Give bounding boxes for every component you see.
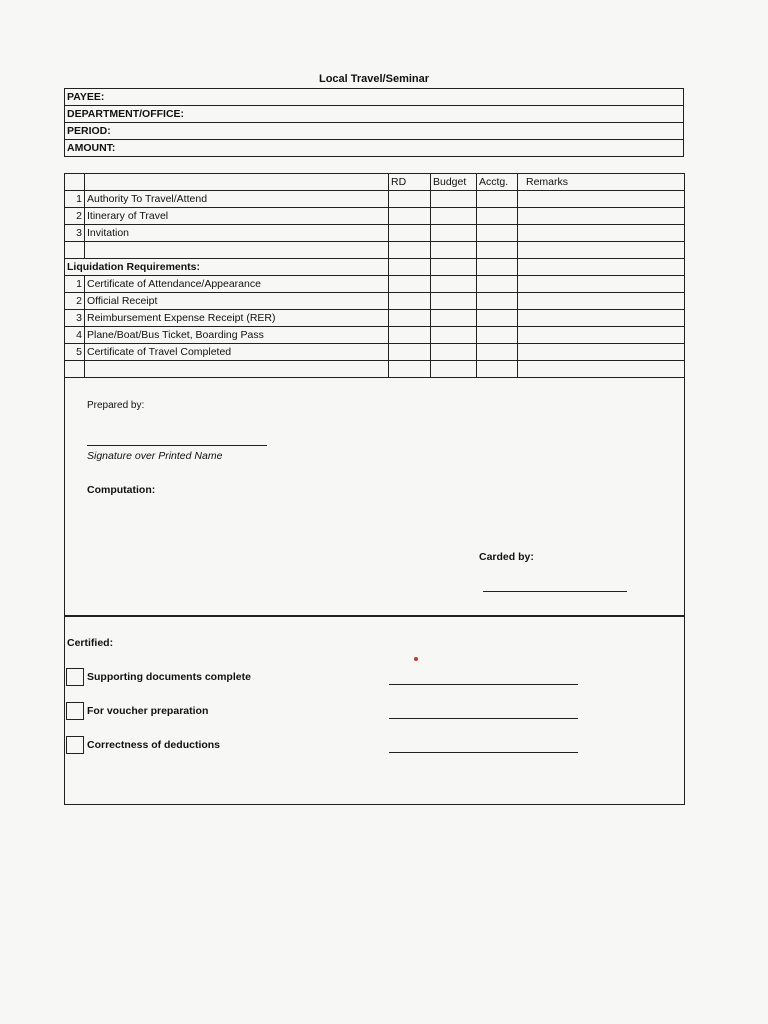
row-number: 2 [65,208,85,225]
voucher-preparation-signature-line[interactable] [389,718,578,719]
computation-label: Computation: [87,484,156,496]
correctness-deductions-label: Correctness of deductions [87,739,221,751]
info-row-department [65,106,684,123]
info-row-amount [65,140,684,157]
requirements-table [64,173,685,378]
liquidation-label: Official Receipt [85,293,389,310]
liquidation-title: Liquidation Requirements: [65,259,389,276]
certified-label: Certified: [67,637,114,649]
form-title: Local Travel/Seminar [318,73,430,85]
info-row-period [65,123,684,140]
carded-by-signature-line[interactable] [483,591,627,592]
col-acctg: Acctg. [477,174,518,191]
table-row-blank [65,361,685,378]
ink-mark [414,657,418,661]
table-row [65,276,685,293]
voucher-preparation-label: For voucher preparation [87,705,209,717]
correctness-deductions-signature-line[interactable] [389,752,578,753]
header-row [65,174,685,191]
row-number: 1 [65,276,85,293]
payee-info-table [64,88,684,157]
row-number: 3 [65,225,85,242]
prepared-signature-line[interactable] [87,445,267,446]
signature-caption: Signature over Printed Name [87,450,223,462]
table-row [65,310,685,327]
department-label: DEPARTMENT/OFFICE: [65,106,684,123]
period-label: PERIOD: [65,123,684,140]
prepared-by-label: Prepared by: [87,400,145,411]
table-row-blank [65,242,685,259]
col-rd: RD [389,174,431,191]
amount-label: AMOUNT: [65,140,684,157]
supporting-documents-label: Supporting documents complete [87,671,251,683]
table-row [65,225,685,242]
voucher-preparation-checkbox[interactable] [66,702,84,720]
payee-label: PAYEE: [65,89,684,106]
table-row [65,191,685,208]
requirement-label: Itinerary of Travel [85,208,389,225]
carded-by-label: Carded by: [479,551,534,563]
liquidation-label: Certificate of Attendance/Appearance [85,276,389,293]
supporting-documents-checkbox[interactable] [66,668,84,686]
liquidation-section-row [65,259,685,276]
requirement-label: Authority To Travel/Attend [85,191,389,208]
info-row-payee [65,89,684,106]
preparation-section [64,378,685,616]
table-row [65,293,685,310]
requirement-label: Invitation [85,225,389,242]
liquidation-label: Plane/Boat/Bus Ticket, Boarding Pass [85,327,389,344]
correctness-deductions-checkbox[interactable] [66,736,84,754]
table-row [65,344,685,361]
row-number: 1 [65,191,85,208]
row-number: 5 [65,344,85,361]
col-remarks: Remarks [518,174,685,191]
row-number: 3 [65,310,85,327]
supporting-documents-signature-line[interactable] [389,684,578,685]
row-number: 2 [65,293,85,310]
table-row [65,208,685,225]
liquidation-label: Certificate of Travel Completed [85,344,389,361]
col-budget: Budget [431,174,477,191]
liquidation-label: Reimbursement Expense Receipt (RER) [85,310,389,327]
row-number: 4 [65,327,85,344]
table-row [65,327,685,344]
